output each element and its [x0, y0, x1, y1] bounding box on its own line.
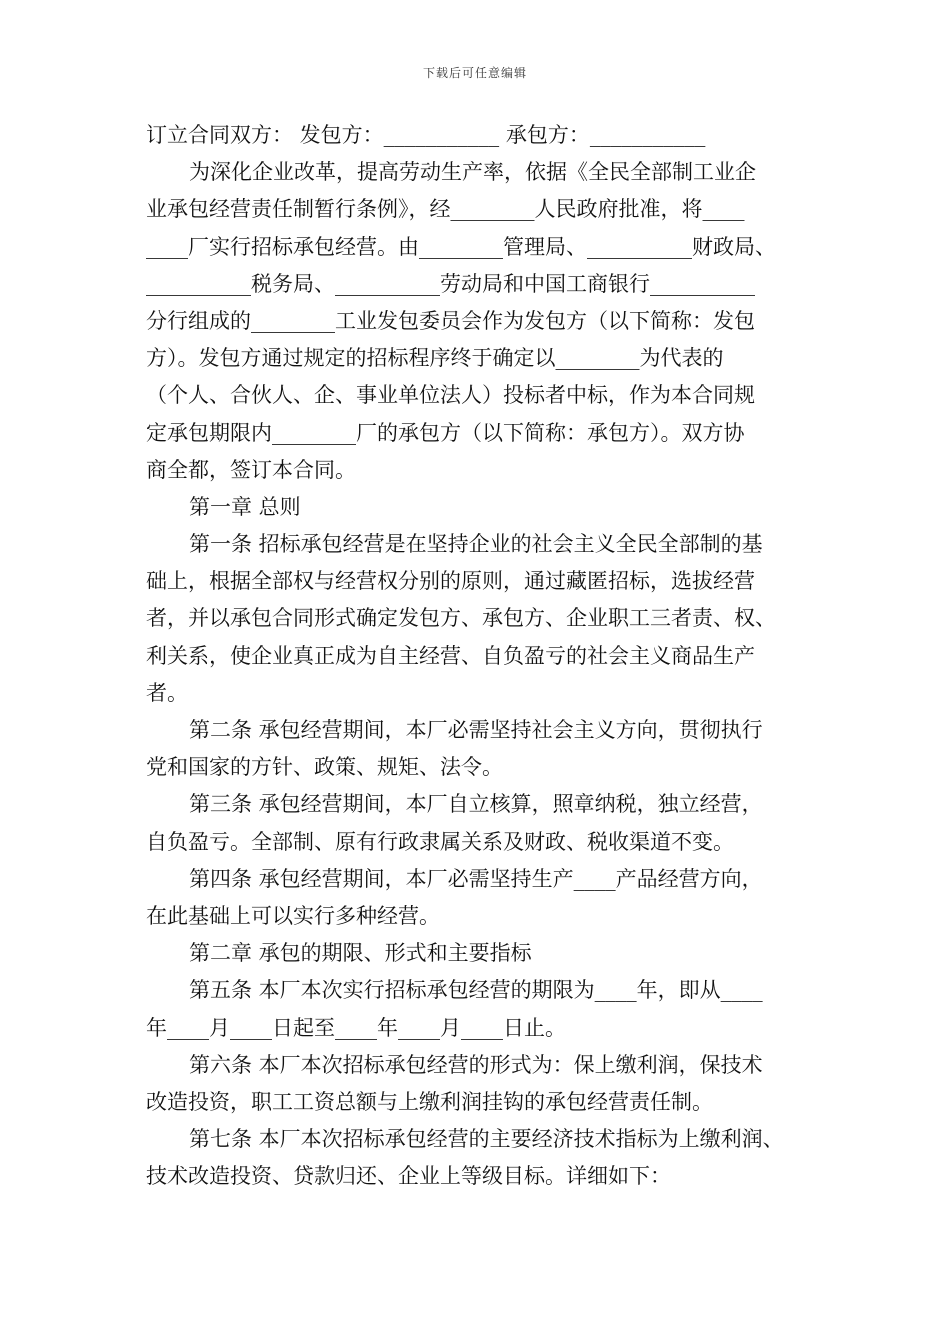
text-line: 技术改造投资、贷款归还、企业上等级目标。详细如下：: [146, 1164, 671, 1189]
text-line: __________税务局、__________劳动局和中国工商银行__________: [146, 271, 755, 296]
text-line: 分行组成的________工业发包委员会作为发包方（以下简称：发包: [146, 308, 755, 333]
text-line: ____厂实行招标承包经营。由________管理局、__________财政局、: [146, 234, 776, 259]
text-line: 础上，根据全部权与经营权分别的原则，通过藏匿招标，选拔经营: [146, 569, 755, 594]
text-line: 第一条 招标承包经营是在坚持企业的社会主义全民全部制的基: [189, 532, 763, 557]
text-line: 为深化企业改革，提高劳动生产率，依据《全民全部制工业企: [189, 160, 756, 185]
text-line: 党和国家的方针、政策、规矩、法令。: [146, 755, 503, 780]
text-line: 方）。发包方通过规定的招标程序终于确定以________为代表的: [146, 346, 724, 371]
text-line: 定承包期限内________厂的承包方（以下简称：承包方）。双方协: [146, 420, 745, 445]
text-line: 第七条 本厂本次招标承包经营的主要经济技术指标为上缴利润、: [189, 1127, 784, 1152]
text-line: 者。: [146, 680, 188, 705]
text-line: 订立合同双方： 发包方：___________ 承包方：___________: [146, 123, 706, 147]
text-line: 第二章 承包的期限、形式和主要指标: [189, 941, 532, 966]
text-line: 自负盈亏。全部制、原有行政隶属关系及财政、税收渠道不变。: [146, 829, 734, 854]
text-line: 第五条 本厂本次实行招标承包经营的期限为____年，即从____: [189, 978, 763, 1003]
text-line: 改造投资，职工工资总额与上缴利润挂钩的承包经营责任制。: [146, 1089, 713, 1114]
text-line: 利关系，使企业真正成为自主经营、自负盈亏的社会主义商品生产: [146, 643, 755, 668]
text-line: （个人、合伙人、企、事业单位法人）投标者中标，作为本合同规: [146, 383, 755, 408]
header-note: 下载后可任意编辑: [422, 66, 527, 80]
text-line: 第一章 总则: [189, 494, 301, 519]
text-line: 第六条 本厂本次招标承包经营的形式为：保上缴利润，保技术: [189, 1052, 763, 1077]
text-line: 业承包经营责任制暂行条例》，经________人民政府批准，将____: [146, 197, 745, 222]
text-line: 者，并以承包合同形式确定发包方、承包方、企业职工三者责、权、: [146, 606, 776, 631]
text-line: 第四条 承包经营期间，本厂必需坚持生产____产品经营方向，: [189, 866, 763, 891]
text-line: 年____月____日起至____年____月____日止。: [146, 1015, 566, 1040]
document-body: [146, 117, 826, 1195]
text-line: 第三条 承包经营期间，本厂自立核算，照章纳税，独立经营，: [189, 792, 763, 817]
text-line: 第二条 承包经营期间，本厂必需坚持社会主义方向，贯彻执行: [189, 718, 763, 742]
text-line: 商全都，签订本合同。: [146, 457, 356, 482]
text-line: 在此基础上可以实行多种经营。: [146, 903, 440, 928]
